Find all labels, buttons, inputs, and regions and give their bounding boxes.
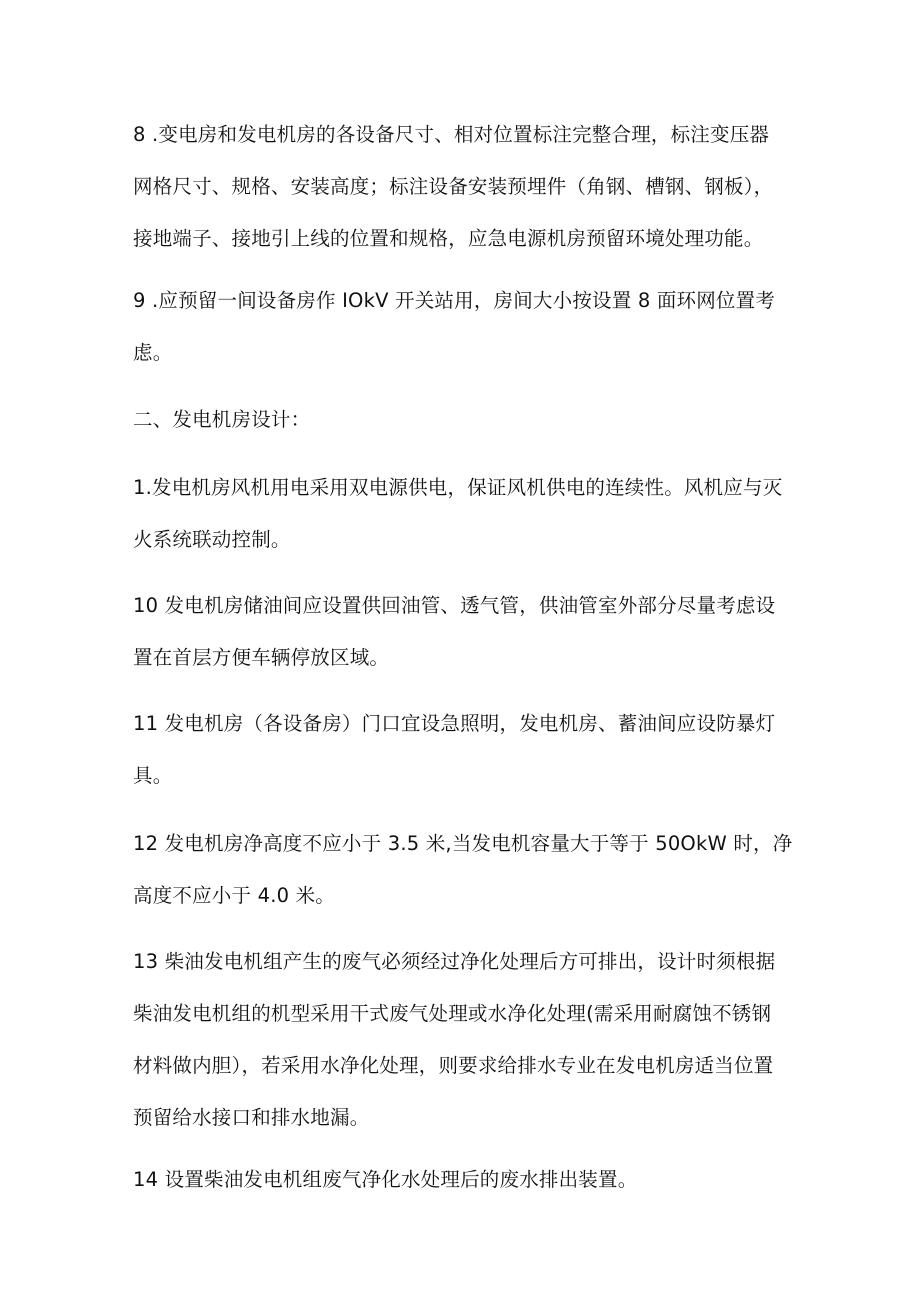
paragraph-line: 虑。 [133,341,173,364]
paragraph-line: 11 发电机房（各设备房）门口宜设急照明，发电机房、蓄油间应设防暴灯 [133,712,776,735]
paragraph-item-12 [133,818,803,922]
heading-line: 二、发电机房设计： [133,408,311,431]
paragraph-line: 13 柴油发电机组产生的废气必须经过净化处理后方可排出，设计时须根据 [133,950,776,973]
paragraph-line: 高度不应小于 4.0 米。 [133,884,336,907]
paragraph-item-14 [133,1154,803,1206]
paragraph-line: 接地端子、接地引上线的位置和规格，应急电源机房预留环境处理功能。 [133,227,764,250]
paragraph-line: 置在首层方便车辆停放区域。 [133,646,390,669]
paragraph-line: 网格尺寸、规格、安装高度；标注设备安装预埋件（角钢、槽钢、钢板）， [133,175,774,198]
paragraph-item-1 [133,462,803,566]
paragraph-line: 10 发电机房储油间应设置供回油管、透气管，供油管室外部分尽量考虑设 [133,594,776,617]
paragraph-line: 9 .应预留一间设备房作 IOkV 开关站用，房间大小按设置 8 面环网位置考 [133,289,776,312]
paragraph-line: 14 设置柴油发电机组废气净化水处理后的废水排出装置。 [133,1168,638,1191]
paragraph-line: 具。 [133,764,173,787]
paragraph-item-13 [133,936,803,1144]
paragraph-line: 12 发电机房净高度不应小于 3.5 米,当发电机容量大于等于 50OkW 时，净 [133,832,793,855]
paragraph-item-10 [133,580,803,684]
paragraph-line: 材料做内胆），若采用水净化处理，则要求给排水专业在发电机房适当位置 [133,1054,774,1077]
paragraph-line: 柴油发电机组的机型采用干式废气处理或水净化处理(需采用耐腐蚀不锈钢 [133,1002,772,1025]
paragraph-line: 预留给水接口和排水地漏。 [133,1106,370,1129]
paragraph-line: 8 .变电房和发电机房的各设备尺寸、相对位置标注完整合理，标注变压器 [133,123,770,146]
paragraph-line: 火系统联动控制。 [133,528,291,551]
paragraph-item-11 [133,698,803,802]
paragraph-line: 1.发电机房风机用电采用双电源供电，保证风机供电的连续性。风机应与灭 [133,476,783,499]
section-heading [133,394,803,446]
paragraph-item-9 [133,275,803,379]
paragraph-item-8 [133,109,803,265]
